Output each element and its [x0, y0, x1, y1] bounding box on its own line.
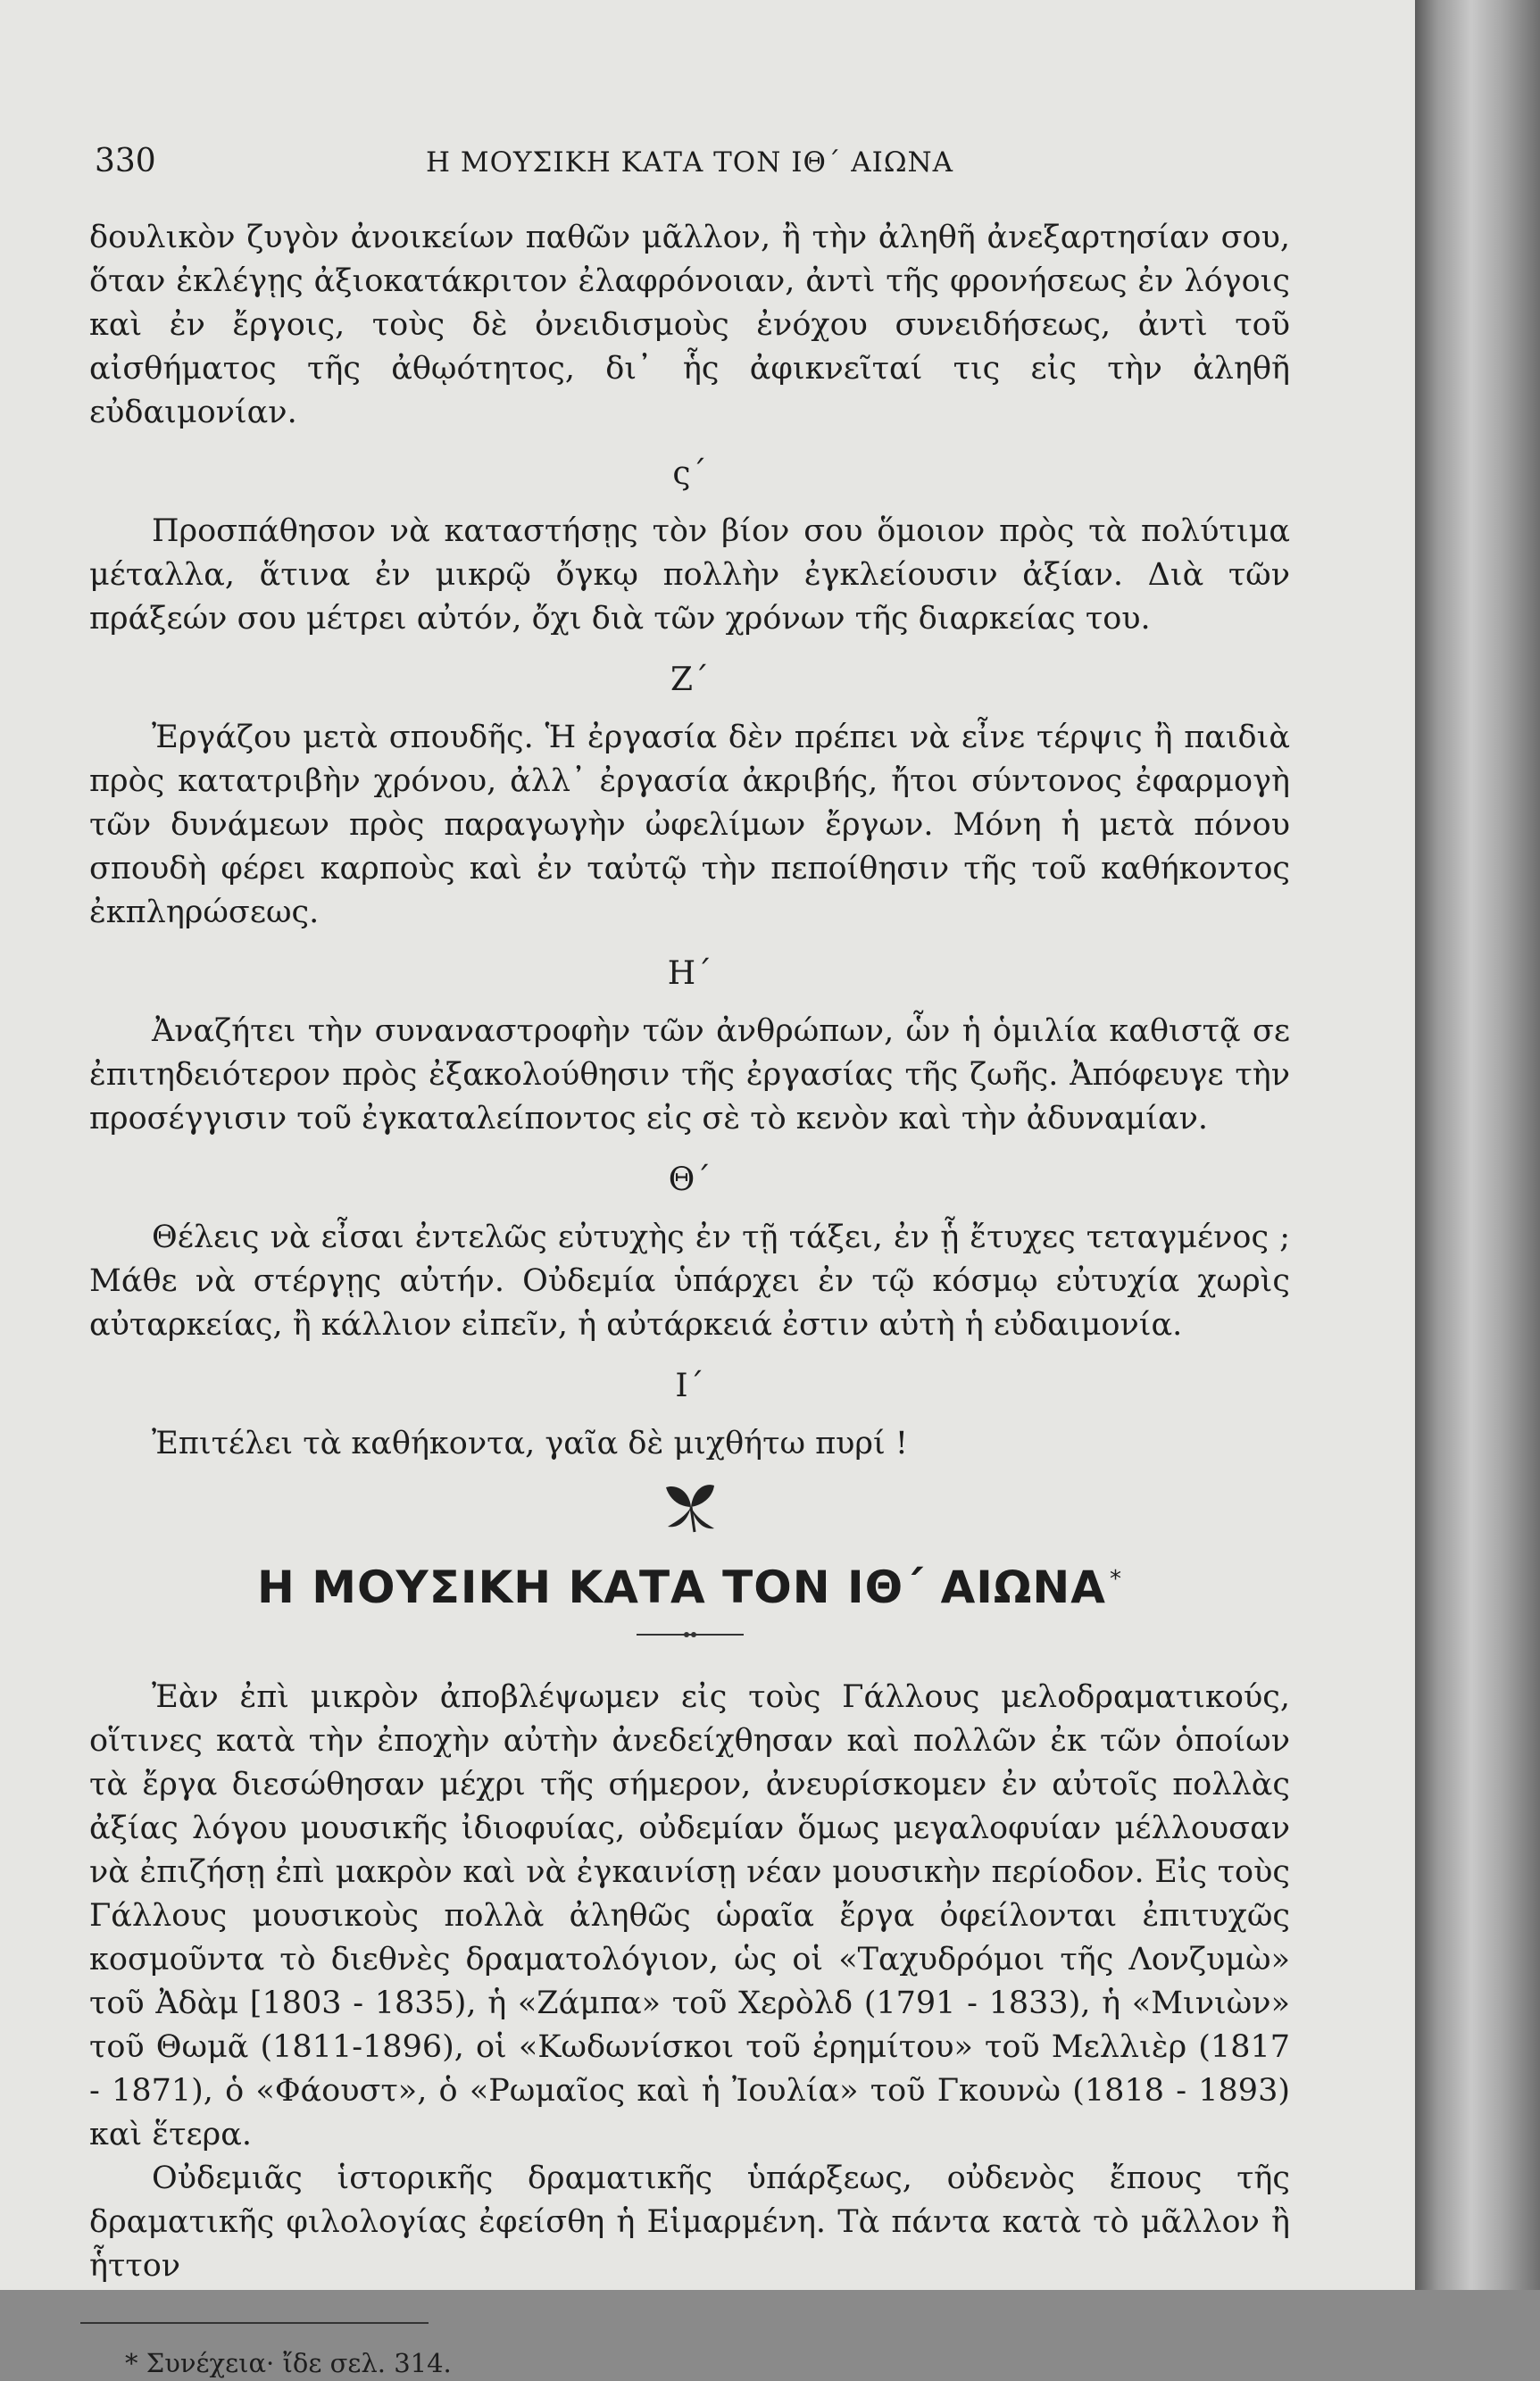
text-column — [89, 143, 1290, 2381]
title-rule-ornament — [637, 1629, 744, 1640]
running-head — [89, 143, 1290, 196]
section-7-text: Ἐργάζου μετὰ σπουδῆς. Ἡ ἐργασία δὲν πρέπει νὰ εἶνε τέρψις ἢ παιδιὰ πρὸς κατατριβὴν χρόνου, ἀλλ᾽ ἐργασία ἀκριβής, ἤτοι σύντονος ἐφαρμογὴ τῶν δυνάμεων πρὸς παραγωγὴν ὠφελίμων ἔργων. Μόνη ἡ μετὰ πόνου σπουδὴ φέρει καρποὺς καὶ ἐν ταὐτῷ τὴν πεποίθησιν τῆς τοῦ καθήκοντος ἐκπληρώσεως. — [89, 720, 1290, 930]
article-paragraph-2: Οὐδεμιᾶς ἱστορικῆς δραματικῆς ὑπάρξεως, οὐδενὸς ἔπους τῆς δραματικῆς φιλολογίας ἐφείσθη ἡ Εἱμαρμένη. Τὰ πάντα κατὰ τὸ μᾶλλον ἢ ἧττον — [89, 2160, 1290, 2284]
section-6-text: Προσπάθησον νὰ καταστήσῃς τὸν βίον σου ὅμοιον πρὸς τὰ πολύτιμα μέταλλα, ἅτινα ἐν μικρῷ ὄγκῳ πολλὴν ἐγκλείουσιν ἀξίαν. Διὰ τῶν πράξεών σου μέτρει αὐτόν, ὄχι διὰ τῶν χρόνων τῆς διαρκείας του. — [89, 513, 1290, 637]
footnote-mark: * — [1109, 1566, 1122, 1593]
section-10-text: Ἐπιτέλει τὰ καθήκοντα, γαῖα δὲ μιχθήτω πυρί ! — [152, 1426, 908, 1461]
section-10-numeral: Ι΄ — [675, 1368, 704, 1404]
section-7-numeral: Ζ΄ — [670, 662, 709, 698]
article-paragraph-1: Ἐὰν ἐπὶ μικρὸν ἀποβλέψωμεν εἰς τοὺς Γάλλους μελοδραματικούς, οἵτινες κατὰ τὴν ἐποχὴν αὐτὴν ἀνεδείχθησαν καὶ πολλῶν ἐκ τῶν ὁποίων τὰ ἔργα διεσώθησαν μέχρι τῆς σήμερον, ἀνευρίσκομεν ἐν αὐτοῖς πολλὰς ἀξίας λόγου μουσικῆς ἰδιοφυίας, οὐδεμίαν ὅμως μεγαλοφυίαν μέλλουσαν νὰ ἐπιζήσῃ ἐπὶ μακρὸν καὶ νὰ ἐγκαινίσῃ νέαν μουσικὴν περίοδον. Εἰς τοὺς Γάλλους μουσικοὺς πολλὰ ἀληθῶς ὡραῖα ἔργα ὀφείλονται ἐπιτυχῶς κοσμοῦντα τὸ διεθνὲς δραματολόγιον, ὡς οἱ «Ταχυδρόμοι τῆς Λονζυμὼ» τοῦ Ἀδὰμ [1803 - 1835), ἡ «Ζάμπα» τοῦ Χερὸλδ (1791 - 1833), ἡ «Μινιὼν» τοῦ Θωμᾶ (1811-1896), οἱ «Κωδωνίσκοι τοῦ ἐρημίτου» τοῦ Μελλιὲρ (1817 - 1871), ὁ «Φάουστ», ὁ «Ρωμαῖος καὶ ἡ Ἰουλία» τοῦ Γκουνὼ (1818 - 1893) καὶ ἕτερα. — [89, 1679, 1290, 2152]
section-9-numeral: Θ΄ — [668, 1161, 712, 1198]
section-8-numeral: Η΄ — [667, 955, 712, 992]
section-9-text: Θέλεις νὰ εἶσαι ἐντελῶς εὐτυχὴς ἐν τῇ τάξει, ἐν ᾗ ἔτυχες τεταγμένος ; Μάθε νὰ στέργῃς αὐτήν. Οὐδεμία ὑπάρχει ἐν τῷ κόσμῳ εὐτυχία χωρὶς αὐταρκείας, ἢ κάλλιον εἰπεῖν, ἡ αὐτάρκειά ἐστιν αὐτὴ ἡ εὐδαιμονία. — [89, 1220, 1290, 1343]
book-spine-shadow — [1415, 0, 1540, 2290]
section-6-numeral: ς΄ — [672, 455, 707, 492]
section-5-tail: δουλικὸν ζυγὸν ἀνοικείων παθῶν μᾶλλον, ἢ τὴν ἀληθῆ ἀνεξαρτησίαν σου, ὅταν ἐκλέγῃς ἀξιοκατάκριτον ἐλαφρόνοιαν, ἀντὶ τῆς φρονήσεως ἐν λόγοις καὶ ἐν ἔργοις, τοὺς δὲ ὀνειδισμοὺς ἐνόχου συνειδήσεως, ἀντὶ τοῦ αἰσθήματος τῆς ἀθῳότητος, δι᾽ ἧς ἀφικνεῖταί τις εἰς τὴν ἀληθῆ εὐδαιμονίαν. — [89, 220, 1290, 430]
article-title — [89, 1548, 1290, 1619]
footnote: * Συνέχεια· ἴδε σελ. 314. — [125, 2348, 452, 2378]
footnote-rule — [80, 2322, 429, 2324]
section-8-text: Ἀναζήτει τὴν συναναστροφὴν τῶν ἀνθρώπων, ὧν ἡ ὁμιλία καθιστᾷ σε ἐπιτηδειότερον πρὸς ἐξακολούθησιν τῆς ἐργασίας τῆς ζωῆς. Ἀπόφευγε τὴν προσέγγισιν τοῦ ἐγκαταλείποντος εἰς σὲ τὸ κενὸν καὶ τὴν ἀδυναμίαν. — [89, 1013, 1290, 1136]
article-title-text: Η ΜΟΥΣΙΚΗ ΚΑΤΑ ΤΟΝ ΙΘ΄ ΑΙΩΝΑ — [257, 1561, 1106, 1613]
leaf-ornament-icon — [659, 1480, 721, 1534]
running-title: Η ΜΟΥΣΙΚΗ ΚΑΤΑ ΤΟΝ ΙΘ΄ ΑΙΩΝΑ — [425, 146, 954, 179]
page-number: 330 — [95, 143, 156, 179]
